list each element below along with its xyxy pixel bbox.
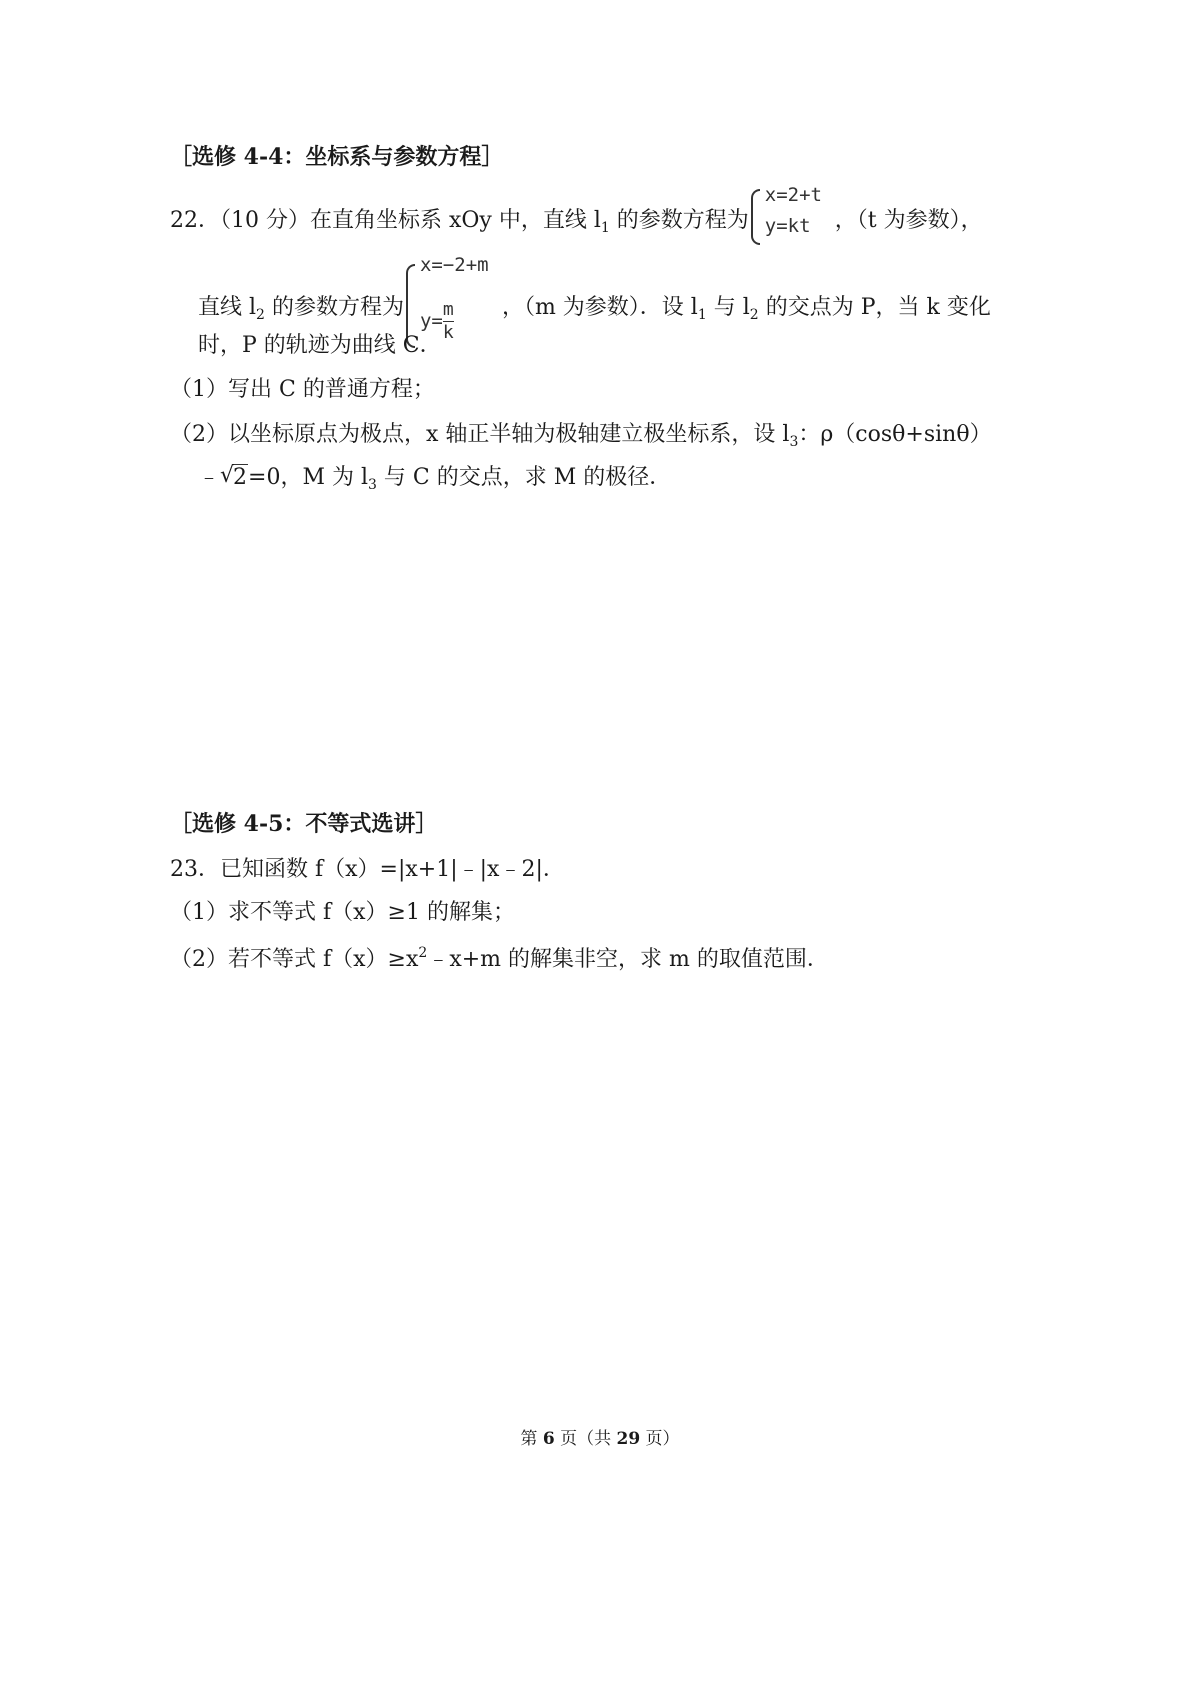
- pc1-bottom: y=kt: [764, 215, 811, 237]
- section-header-4-4: ［选修 4-4：坐标系与参数方程］: [170, 144, 504, 170]
- q23-part2-a: （2）若不等式 f（x）≥x: [170, 947, 419, 972]
- q22-sub-1: 1: [600, 220, 610, 236]
- section-header-4-5: ［选修 4-5：不等式选讲］: [170, 811, 438, 837]
- q22-part2-sub: 3: [789, 434, 799, 450]
- question-23-part-1: （1）求不等式 f（x）≥1 的解集；: [170, 900, 515, 925]
- footer-mid: 页（共: [554, 1429, 617, 1449]
- brace-l1: [751, 189, 760, 245]
- q23-part2-sup: 2: [418, 945, 428, 961]
- q22-part2-a: （2）以坐标原点为极点，x 轴正半轴为极轴建立极坐标系，设 l: [170, 422, 790, 447]
- q22-line2-sub2: 1: [697, 307, 707, 323]
- q22-part2-sub2: 3: [368, 477, 377, 493]
- pc2-y: y=: [419, 309, 443, 332]
- q22-line2-sub: 2: [256, 307, 265, 323]
- parametric-equation-l1: [751, 184, 835, 245]
- fraction-m-over-k: [443, 300, 454, 343]
- question-22-line-1: [170, 184, 983, 249]
- question-22-part-2-cont: [198, 463, 672, 493]
- q22-line2-a: 直线 l: [198, 295, 257, 320]
- q22-text-b: 的参数方程为: [609, 208, 749, 233]
- radicand: 2: [233, 465, 248, 490]
- q22-line2-d: 与 l: [706, 295, 750, 320]
- sqrt-2: [220, 463, 248, 490]
- q22-line2-sub3: 2: [749, 307, 759, 323]
- question-23-line-1: 23．已知函数 f（x）=|x+1|﹣|x﹣2|．: [170, 857, 565, 882]
- q22-text-a: 22．（10 分）在直角坐标系 xOy 中，直线 l: [170, 208, 601, 233]
- q22-text-c: ，（t 为参数），: [834, 208, 983, 233]
- footer-page-number: 6: [542, 1429, 555, 1449]
- q23-part2-b: ﹣x+m 的解集非空，求 m 的取值范围．: [427, 947, 829, 972]
- q22-line2-b: 的参数方程为: [264, 295, 404, 320]
- q22-line2-c: ，（m 为参数）．设 l: [501, 295, 698, 320]
- question-22-part-2: [170, 424, 992, 449]
- q22-part2-c: ﹣: [198, 465, 221, 490]
- question-23-part-2: [170, 946, 829, 971]
- footer-prefix: 第: [520, 1429, 543, 1449]
- frac-den: k: [442, 321, 454, 343]
- q22-part2-b: ：ρ（cosθ+sinθ）: [798, 422, 992, 447]
- radical-sign: √: [220, 463, 235, 488]
- q22-part2-d: =0，M 为 l: [248, 465, 368, 490]
- page-footer: [0, 1424, 1200, 1449]
- footer-suffix: 页）: [640, 1429, 680, 1449]
- question-22-line-3: 时，P 的轨迹为曲线 C．: [198, 333, 442, 358]
- q22-line2-e: 的交点为 P，当 k 变化: [758, 295, 991, 320]
- pc2-top: x=−2+m: [419, 254, 489, 276]
- pc1-top: x=2+t: [764, 184, 822, 206]
- question-22-part-1: （1）写出 C 的普通方程；: [170, 377, 435, 402]
- q22-part2-e: 与 C 的交点，求 M 的极径．: [376, 465, 672, 490]
- footer-total-pages: 29: [616, 1429, 641, 1449]
- frac-num: m: [442, 299, 454, 320]
